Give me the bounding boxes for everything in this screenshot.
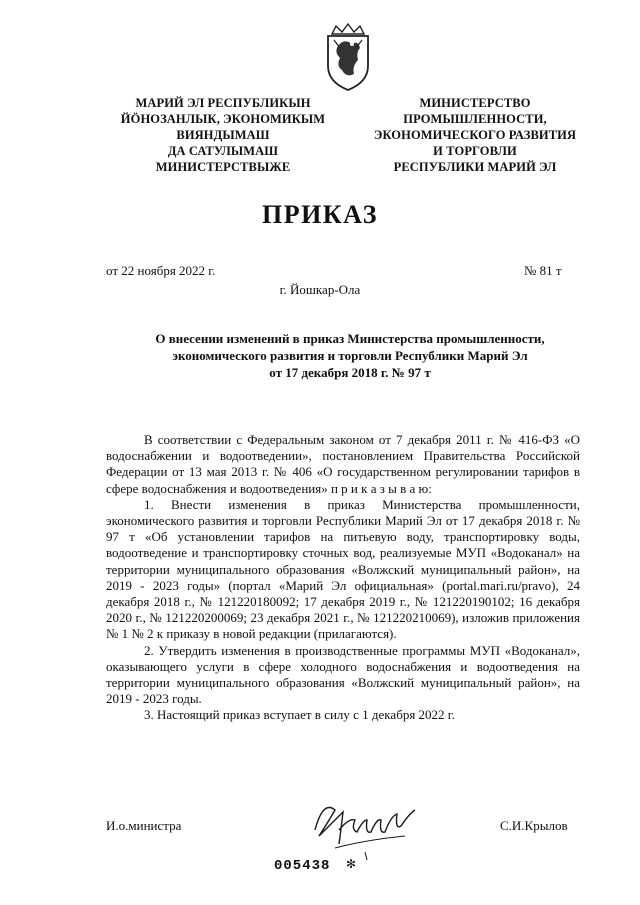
- title-line: экономического развития и торговли Республики Марий Эл: [172, 348, 528, 363]
- header-left-line: МАРИЙ ЭЛ РЕСПУБЛИКЫН: [135, 96, 311, 110]
- body-intro-paragraph: В соответствии с Федеральным законом от 7 декабря 2011 г. № 416-ФЗ «О водоснабжении и водоотведении», постановлением Правительства Российской Федерации от 13 мая 2013 г. № 406 «О государственном регулировании тарифов в сфере водоснабжения и водоотведения» п р и к а з ы в а ю:: [106, 432, 580, 496]
- signer-position: И.о.министра: [106, 818, 182, 833]
- signer-name: С.И.Крылов: [500, 818, 568, 833]
- document-type-heading: ПРИКАЗ: [261, 200, 379, 229]
- body-item-3: 3. Настоящий приказ вступает в силу с 1 декабря 2022 г.: [144, 707, 455, 723]
- document-date: от 22 ноября 2022 г.: [106, 263, 216, 278]
- header-left-line: ДА САТУЛЫМАШ: [167, 144, 279, 158]
- header-right-line: И ТОРГОВЛИ: [433, 144, 517, 158]
- header-left-line: ВИЯНДЫМАШ: [176, 128, 270, 142]
- serial-ornament-icon: ✻: [346, 857, 357, 871]
- document-number: № 81 т: [524, 263, 562, 278]
- body-item-2: 2. Утвердить изменения в производственные программы МУП «Водоканал», оказывающего услуги в сфере холодного водоснабжения и водоотведения на территории муниципального образования «Волжский муниципальный район», на 2019 - 2023 годы.: [106, 642, 580, 707]
- title-line: О внесении изменений в приказ Министерства промышленности,: [155, 331, 545, 346]
- form-serial-number: 005438: [274, 858, 331, 874]
- document-city: г. Йошкар-Ола: [279, 282, 361, 297]
- ministry-name-mari: [112, 95, 334, 175]
- document-body: [106, 432, 580, 724]
- document-title: [100, 330, 600, 381]
- body-item-1: 1. Внести изменения в приказ Министерства промышленности, экономического развития и торговли Республики Марий Эл от 17 декабря 2018 г. № 97 т «Об установлении тарифов на питьевую воду, транспортировку воды, водоотведение и транспортировку сточных вод, реализуемые МУП «Водоканал» на территории муниципального образования «Волжский муниципальный район», на 2019 - 2023 годы» (портал «Марий Эл официальная» (portal.mari.ru/pravo), 24 декабря 2018 г., № 121220180092; 17 декабря 2019 г., № 121220190102; 16 декабря 2020 г., № 121220200069; 23 декабря 2021 г., № 121220210069), изложив приложения № 1 № 2 к приказу в новой редакции (прилагаются).: [106, 496, 580, 642]
- title-line: от 17 декабря 2018 г. № 97 т: [269, 365, 431, 380]
- handwritten-signature: [305, 790, 425, 860]
- header-right-line: ЭКОНОМИЧЕСКОГО РАЗВИТИЯ: [373, 128, 577, 142]
- ministry-name-russian: [362, 95, 588, 175]
- header-right-line: РЕСПУБЛИКИ МАРИЙ ЭЛ: [393, 160, 557, 174]
- header-right-line: МИНИСТЕРСТВО: [419, 96, 531, 110]
- header-right-line: ПРОМЫШЛЕННОСТИ,: [403, 112, 547, 126]
- coat-of-arms-emblem: [322, 20, 374, 92]
- header-left-line: ЙӦНОЗАНЛЫК, ЭКОНОМИКЫМ: [120, 112, 326, 126]
- header-left-line: МИНИСТЕРСТВЫЖЕ: [155, 160, 291, 174]
